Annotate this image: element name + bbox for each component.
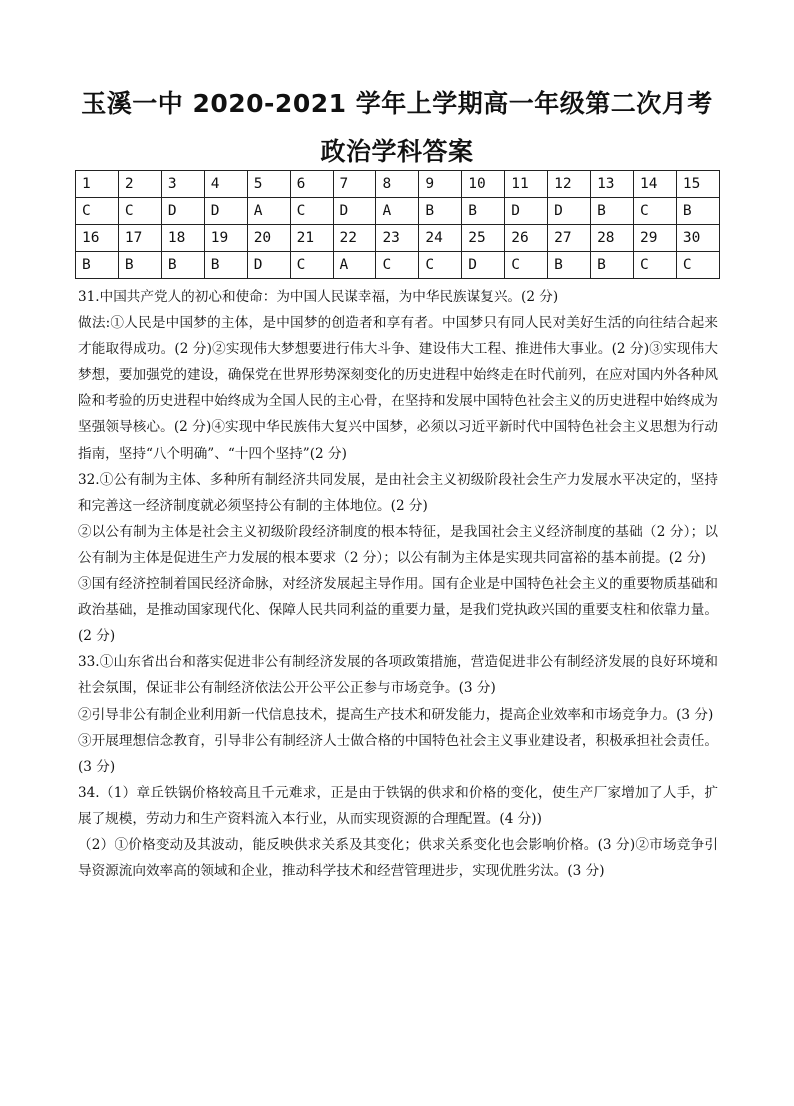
answer-cell: A (333, 252, 376, 279)
question-number-cell: 17 (118, 225, 161, 252)
answer-cell: C (505, 252, 548, 279)
document-title: 玉溪一中 2020-2021 学年上学期高一年级第二次月考 (81, 89, 713, 118)
paragraph-34-2: （2）①价格变动及其波动，能反映供求关系及其变化；供求关系变化也会影响价格。(3 分)②市场竞争引导资源流向效率高的领域和企业，推动科学技术和经营管理进步，实现优胜劣汰。(3 分) (78, 836, 718, 880)
question-number-row (76, 171, 720, 198)
answer-cell: B (161, 252, 204, 279)
answer-cell: B (76, 252, 119, 279)
question-number-cell: 11 (505, 171, 548, 198)
question-number-cell: 27 (548, 225, 591, 252)
question-number-cell: 13 (591, 171, 634, 198)
answer-cell: C (419, 252, 462, 279)
paragraph-31: 31.中国共产党人的初心和使命：为中国人民谋幸福，为中华民族谋复兴。(2 分) (78, 289, 559, 305)
question-number-cell: 22 (333, 225, 376, 252)
question-number-cell: 1 (76, 171, 119, 198)
question-number-cell: 21 (290, 225, 333, 252)
paragraph-33-3: ③开展理想信念教育，引导非公有制经济人士做合格的中国特色社会主义事业建设者，积极承担社会责任。(3 分) (78, 732, 718, 775)
answer-cell: D (161, 198, 204, 225)
answer-cell: C (633, 252, 676, 279)
paragraph-32-1: 32.①公有制为主体、多种所有制经济共同发展，是由社会主义初级阶段社会生产力发展水平决定的，坚持和完善这一经济制度就必须坚持公有制的主体地位。(2 分) (78, 471, 718, 514)
answer-cell: D (505, 198, 548, 225)
answer-cell: B (676, 198, 719, 225)
answer-cell: C (676, 252, 719, 279)
answer-body (78, 284, 718, 884)
answer-cell: B (204, 252, 247, 279)
answer-cell: C (76, 198, 119, 225)
answer-cell: B (591, 198, 634, 225)
answer-cell: C (376, 252, 419, 279)
paragraph-32-2: ②以公有制为主体是社会主义初级阶段经济制度的根本特征，是我国社会主义经济制度的基础（2 分）；以公有制为主体是促进生产力发展的根本要求（2 分）；以公有制为主体是实现共同富裕的基本前提。(2 分) (78, 523, 718, 566)
question-number-cell: 10 (462, 171, 505, 198)
question-number-cell: 19 (204, 225, 247, 252)
question-number-cell: 9 (419, 171, 462, 198)
question-number-cell: 15 (676, 171, 719, 198)
answer-cell: B (118, 252, 161, 279)
answer-table (75, 170, 720, 279)
question-number-cell: 24 (419, 225, 462, 252)
question-number-cell: 8 (376, 171, 419, 198)
answer-cell: D (204, 198, 247, 225)
document-subtitle: 政治学科答案 (320, 137, 474, 166)
question-number-cell: 18 (161, 225, 204, 252)
answer-cell: A (247, 198, 290, 225)
answer-cell: C (633, 198, 676, 225)
paragraph-33-1: 33.①山东省出台和落实促进非公有制经济发展的各项政策措施，营造促进非公有制经济发展的良好环境和社会氛围，保证非公有制经济依法公开公平公正参与市场竞争。(3 分) (78, 654, 718, 697)
question-number-cell: 20 (247, 225, 290, 252)
paragraph-34-1: 34.（1）章丘铁锅价格较高且千元难求，正是由于铁锅的供求和价格的变化，使生产厂家增加了人手，扩展了规模，劳动力和生产资料流入本行业，从而实现资源的合理配置。(4 分)) (78, 784, 718, 827)
question-number-cell: 29 (633, 225, 676, 252)
answer-cell: D (333, 198, 376, 225)
answer-cell: C (290, 252, 333, 279)
answer-row (76, 198, 720, 225)
paragraph-32-3: ③国有经济控制着国民经济命脉，对经济发展起主导作用。国有企业是中国特色社会主义的重要物质基础和政治基础，是推动国家现代化、保障人民共同利益的重要力量，是我们党执政兴国的重要支柱和依靠力量。(2 分) (78, 576, 718, 645)
answer-cell: B (591, 252, 634, 279)
answer-cell: D (548, 198, 591, 225)
answer-cell: B (548, 252, 591, 279)
answer-cell: D (462, 252, 505, 279)
paragraph-33-2: ②引导非公有制企业利用新一代信息技术，提高生产技术和研发能力，提高企业效率和市场竞争力。(3 分) (78, 706, 714, 723)
answer-cell: B (419, 198, 462, 225)
question-number-cell: 12 (548, 171, 591, 198)
question-number-cell: 3 (161, 171, 204, 198)
question-number-cell: 30 (676, 225, 719, 252)
paragraph-31-method: 做法:①人民是中国梦的主体，是中国梦的创造者和享有者。中国梦只有同人民对美好生活的向往结合起来才能取得成功。(2 分)②实现伟大梦想要进行伟大斗争、建设伟大工程、推进伟大事业。(2 分)③实现伟大梦想，要加强党的建设，确保党在世界形势深刻变化的历史进程中始终走在时代前列，在应对国内外各种风险和考验的历史进程中始终成为全国人民的主心骨，在坚持和发展中国特色社会主义的历史进程中始终成为坚强领导核心。(2 分)④实现中华民族伟大复兴中国梦，必须以习近平新时代中国特色社会主义思想为行动指南，坚持“八个明确”、“十四个坚持”(2 分) (78, 315, 718, 462)
answer-cell: D (247, 252, 290, 279)
question-number-cell: 28 (591, 225, 634, 252)
answer-cell: C (118, 198, 161, 225)
question-number-cell: 6 (290, 171, 333, 198)
answer-cell: B (462, 198, 505, 225)
answer-row (76, 252, 720, 279)
question-number-cell: 2 (118, 171, 161, 198)
question-number-cell: 7 (333, 171, 376, 198)
question-number-cell: 14 (633, 171, 676, 198)
question-number-cell: 25 (462, 225, 505, 252)
question-number-cell: 23 (376, 225, 419, 252)
question-number-cell: 16 (76, 225, 119, 252)
answer-cell: C (290, 198, 333, 225)
question-number-cell: 26 (505, 225, 548, 252)
answer-cell: A (376, 198, 419, 225)
question-number-row (76, 225, 720, 252)
question-number-cell: 5 (247, 171, 290, 198)
question-number-cell: 4 (204, 171, 247, 198)
